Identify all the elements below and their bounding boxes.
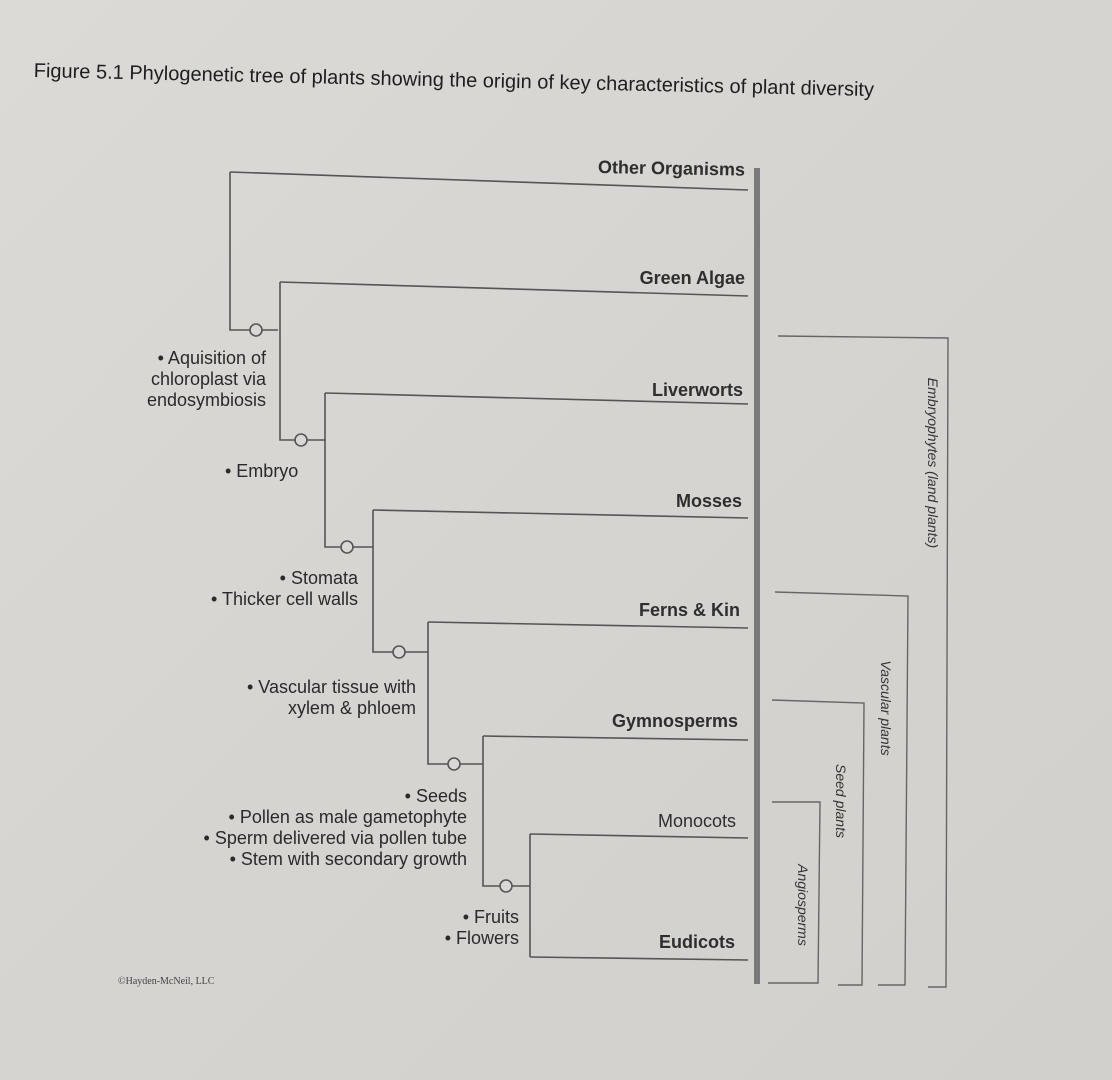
trait-vascular: • Vascular tissue with xylem & phloem — [246, 677, 416, 718]
node-marker-1 — [250, 324, 262, 336]
branch-ferns — [428, 622, 748, 628]
clade-angiosperms: Angiosperms — [795, 864, 811, 946]
node-stem-3 — [325, 393, 373, 547]
taxon-label: Liverworts — [651, 380, 743, 400]
node-stem-2 — [280, 282, 325, 440]
trait-seeds: • Seeds • Pollen as male gametophyte • Sperm delivered via pollen tube • Stem with secondary growth — [203, 786, 467, 869]
figure-caption: Figure 5.1 Phylogenetic tree of plants showing the origin of key characteristics of plant diversity — [33, 60, 875, 102]
taxon-label: Other Organisms — [597, 157, 746, 180]
node-marker-3 — [341, 541, 353, 553]
taxon-label: Gymnosperms — [611, 711, 738, 731]
trait-chloroplast: • Aquisition of chloroplast via endosymbiosis — [146, 348, 266, 410]
node-marker-2 — [295, 434, 307, 446]
taxon-label: Monocots — [657, 811, 736, 831]
node-stem-6 — [483, 736, 530, 886]
node-marker-4 — [393, 646, 405, 658]
copyright-credit: ©Hayden-McNeil, LLC — [118, 976, 215, 987]
taxon-label: Green Algae — [639, 268, 745, 288]
node-stem-4 — [373, 510, 428, 652]
clade-embryophytes: Embryophytes (land plants) — [925, 377, 941, 549]
branch-eudicots — [530, 957, 748, 960]
bracket-angiosperms — [768, 802, 820, 983]
taxon-label: Eudicots — [658, 932, 735, 952]
branch-monocots — [530, 834, 748, 838]
node-marker-5 — [448, 758, 460, 770]
trait-stomata: • Stomata • Thicker cell walls — [210, 568, 358, 609]
node-marker-6 — [500, 880, 512, 892]
node-stem-1 — [230, 172, 278, 330]
trait-embryo: • Embryo — [225, 461, 299, 481]
taxon-label: Mosses — [675, 491, 742, 511]
taxon-label: Ferns & Kin — [638, 600, 740, 620]
branch-gymnosperms — [483, 736, 748, 740]
node-stem-5 — [428, 622, 483, 764]
taxa-bar — [754, 168, 760, 984]
clade-vascular: Vascular plants — [878, 660, 894, 756]
clade-seed: Seed plants — [833, 764, 849, 838]
trait-fruits: • Fruits • Flowers — [444, 907, 519, 948]
